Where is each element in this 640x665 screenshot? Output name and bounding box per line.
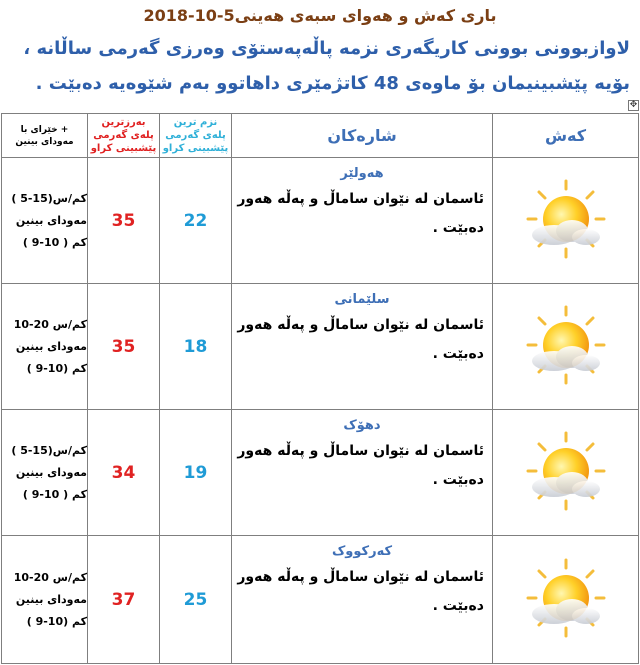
- visibility-value: ( 9-10) کم: [26, 361, 87, 375]
- forecast-text: [232, 311, 492, 369]
- page-title: باری کەش و هەوای سبەی هەینی5-10-2018: [143, 6, 497, 25]
- subtitle-line-2: بۆیە پێشبینیمان بۆ ماوەی 48 کاتژمێری داهاتوو بەم شێوەیە دەبێت .: [35, 73, 630, 94]
- min-temp-value: 25: [160, 536, 232, 664]
- header-cities: شارەکان: [232, 114, 493, 158]
- header-min-line-3: پێشبینی کراو: [162, 143, 229, 154]
- subtitle-line-1: لاوازبوونی بوونی کاریگەری نزمە پاڵەپەستۆی وەرزی گەرمی ساڵانە ،: [23, 38, 630, 59]
- table-header-row: [2, 114, 639, 158]
- header-wind-line-2: مەودای بینین: [15, 136, 74, 147]
- table-row: [2, 284, 639, 410]
- max-temp-value: 37: [88, 536, 160, 664]
- weather-icon-cell: [493, 284, 639, 410]
- min-temp-value: 22: [160, 158, 232, 284]
- partly-sunny-icon: [524, 429, 608, 513]
- forecast-line-1: ئاسمان لە نێوان ساماڵ و پەڵە هەور: [237, 191, 484, 207]
- weather-table: [1, 113, 639, 664]
- forecast-line-1: ئاسمان لە نێوان ساماڵ و پەڵە هەور: [237, 569, 484, 585]
- forecast-text: [232, 185, 492, 243]
- city-forecast-cell: [232, 284, 493, 410]
- city-name: دهۆک: [343, 418, 381, 433]
- forecast-line-2: دەبێت .: [432, 598, 484, 614]
- partly-sunny-icon: [524, 556, 608, 640]
- wind-speed: 10-20 کم/س: [13, 570, 87, 584]
- forecast-line-2: دەبێت .: [432, 472, 484, 488]
- wind-visibility-cell: [2, 410, 88, 536]
- header-wind-visibility: [2, 114, 88, 158]
- forecast-line-1: ئاسمان لە نێوان ساماڵ و پەڵە هەور: [237, 317, 484, 333]
- partly-sunny-icon: [524, 177, 608, 261]
- header-max-temp: [88, 114, 160, 158]
- max-temp-value: 35: [88, 158, 160, 284]
- header-min-temp: [160, 114, 232, 158]
- forecast-line-2: دەبێت .: [432, 220, 484, 236]
- header-wind-line-1: خێرای با +: [20, 124, 69, 135]
- partly-sunny-icon: [524, 303, 608, 387]
- table-row: [2, 158, 639, 284]
- table-row: [2, 410, 639, 536]
- header-max-line-2: پلەی گەرمی: [93, 130, 154, 141]
- city-forecast-cell: [232, 158, 493, 284]
- city-forecast-cell: [232, 410, 493, 536]
- weather-icon-cell: [493, 410, 639, 536]
- min-temp-value: 18: [160, 284, 232, 410]
- wind-visibility-cell: [2, 158, 88, 284]
- wind-speed: ( 5-15)کم/س: [11, 443, 87, 457]
- table-move-handle-icon[interactable]: ✥: [629, 100, 638, 110]
- weather-icon-cell: [493, 158, 639, 284]
- visibility-value: ( 9-10 ) کم: [22, 487, 87, 501]
- forecast-line-1: ئاسمان لە نێوان ساماڵ و پەڵە هەور: [237, 443, 484, 459]
- city-name: کەرکووک: [331, 544, 393, 559]
- visibility-label: مەودای بینین: [15, 592, 87, 606]
- header-weather: کەش: [493, 114, 639, 158]
- forecast-line-2: دەبێت .: [432, 346, 484, 362]
- city-forecast-cell: [232, 536, 493, 664]
- city-name: هەولێر: [340, 166, 384, 181]
- forecast-text: [232, 437, 492, 495]
- weather-icon-cell: [493, 536, 639, 664]
- header-min-line-1: نزم ترین: [173, 117, 218, 128]
- visibility-label: مەودای بینین: [15, 339, 87, 353]
- visibility-value: ( 9-10) کم: [26, 614, 87, 628]
- wind-speed: 10-20 کم/س: [13, 317, 87, 331]
- wind-speed: ( 5-15)کم/س: [11, 191, 87, 205]
- header-min-line-2: پلەی گەرمی: [165, 130, 226, 141]
- visibility-value: ( 9-10 ) کم: [22, 235, 87, 249]
- visibility-label: مەودای بینین: [15, 465, 87, 479]
- header-max-line-1: بەرزترین: [101, 117, 146, 128]
- header-max-line-3: پێشبینی کراو: [90, 143, 157, 154]
- table-row: [2, 536, 639, 664]
- max-temp-value: 34: [88, 410, 160, 536]
- max-temp-value: 35: [88, 284, 160, 410]
- wind-visibility-cell: [2, 536, 88, 664]
- wind-visibility-cell: [2, 284, 88, 410]
- visibility-label: مەودای بینین: [15, 213, 87, 227]
- city-name: سلێمانی: [334, 292, 390, 307]
- forecast-text: [232, 563, 492, 621]
- min-temp-value: 19: [160, 410, 232, 536]
